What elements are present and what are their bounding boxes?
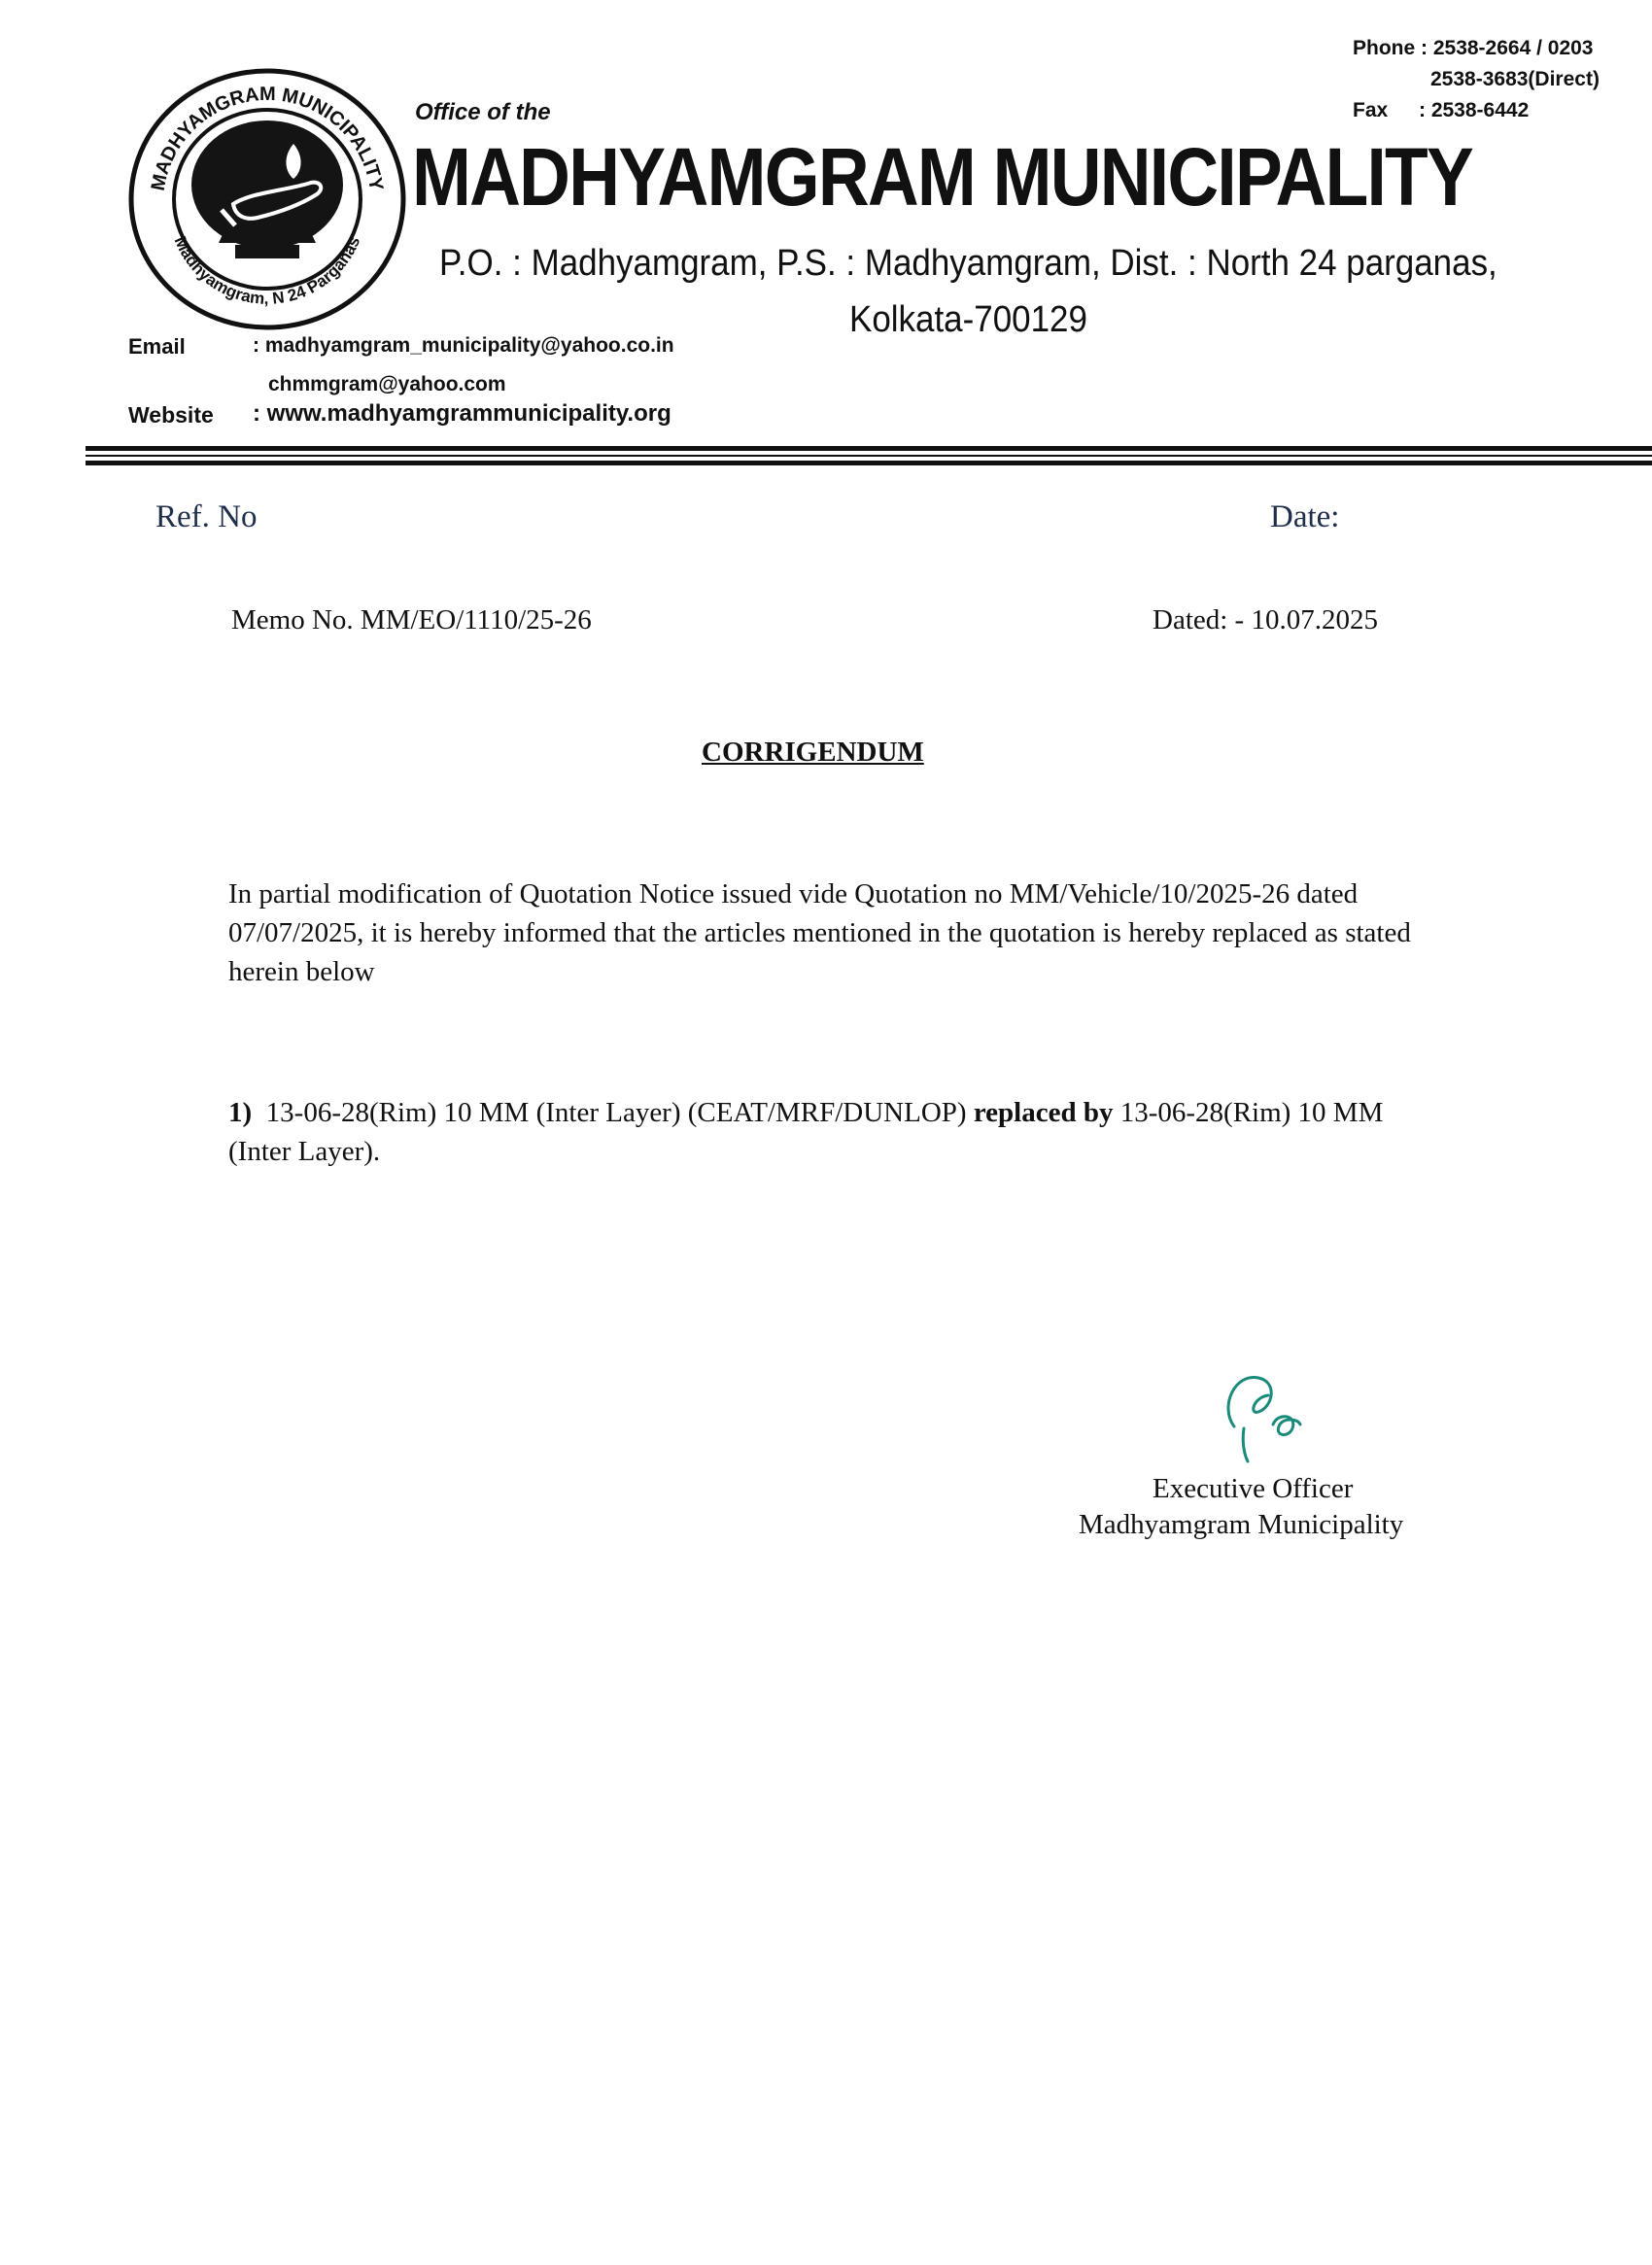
memo-number: Memo No. MM/EO/1110/25-26: [231, 604, 592, 635]
phone-row: [1353, 33, 1600, 64]
municipality-seal-icon: [126, 58, 408, 330]
item-replaced-by: replaced by: [973, 1097, 1114, 1128]
document-heading: CORRIGENDUM: [702, 737, 924, 768]
item-original: 13-06-28(Rim) 10 MM (Inter Layer) (CEAT/MRF/DUNLOP): [265, 1097, 967, 1128]
contact-block: [1353, 33, 1600, 126]
header-divider-thick: [86, 446, 1652, 451]
address-line-2: Kolkata-700129: [849, 299, 1087, 340]
email-label: Email: [128, 334, 186, 359]
item-replacement: 13-06-28(Rim) 10 MM (Inter Layer).: [228, 1097, 1384, 1167]
fax-row: [1353, 95, 1600, 126]
header-divider-thin: [86, 455, 1652, 457]
website-url: : www.madhyamgrammunicipality.org: [253, 400, 671, 427]
item-number: 1): [228, 1097, 253, 1128]
address-line-1: P.O. : Madhyamgram, P.S. : Madhyamgram, Dist. : North 24 parganas,: [439, 243, 1497, 284]
ref-no-label: Ref. No: [155, 499, 258, 534]
date-label: Date:: [1270, 499, 1340, 534]
dated-value: Dated: - 10.07.2025: [1153, 604, 1378, 635]
phone-line-1: 2538-2664 / 0203: [1432, 37, 1594, 59]
body-paragraph: In partial modification of Quotation Notice issued vide Quotation no MM/Vehicle/10/2025-26 dated 07/07/2025, it is hereby informed that the articles mentioned in the quotation is hereby replaced as stated herein below: [228, 878, 1411, 987]
list-item: [228, 1093, 1443, 1171]
seal-ring-top-text: MADHYAMGRAM MUNICIPALITY: [147, 83, 388, 193]
email-address-2: chmmgram@yahoo.com: [268, 373, 506, 395]
signer-organization: Madhyamgram Municipality: [1079, 1509, 1404, 1540]
email-address-1: : madhyamgram_municipality@yahoo.co.in: [253, 334, 674, 357]
header-divider-thick-2: [86, 461, 1652, 465]
office-of-label: Office of the: [415, 99, 551, 125]
municipality-title: MADHYAMGRAM MUNICIPALITY: [412, 131, 1472, 223]
phone-label: Phone :: [1353, 37, 1428, 59]
signer-title: Executive Officer: [1153, 1473, 1354, 1504]
seal-ring-bottom-text: Madhyamgram, N 24 Parganas: [170, 233, 364, 308]
phone-line-2: 2538-3683(Direct): [1430, 68, 1600, 90]
fax-value: : 2538-6442: [1419, 99, 1530, 121]
handwritten-signature-icon: [1215, 1368, 1322, 1465]
fax-label: Fax: [1353, 99, 1389, 121]
phone-row-2: [1353, 64, 1600, 95]
website-label: Website: [128, 402, 214, 428]
